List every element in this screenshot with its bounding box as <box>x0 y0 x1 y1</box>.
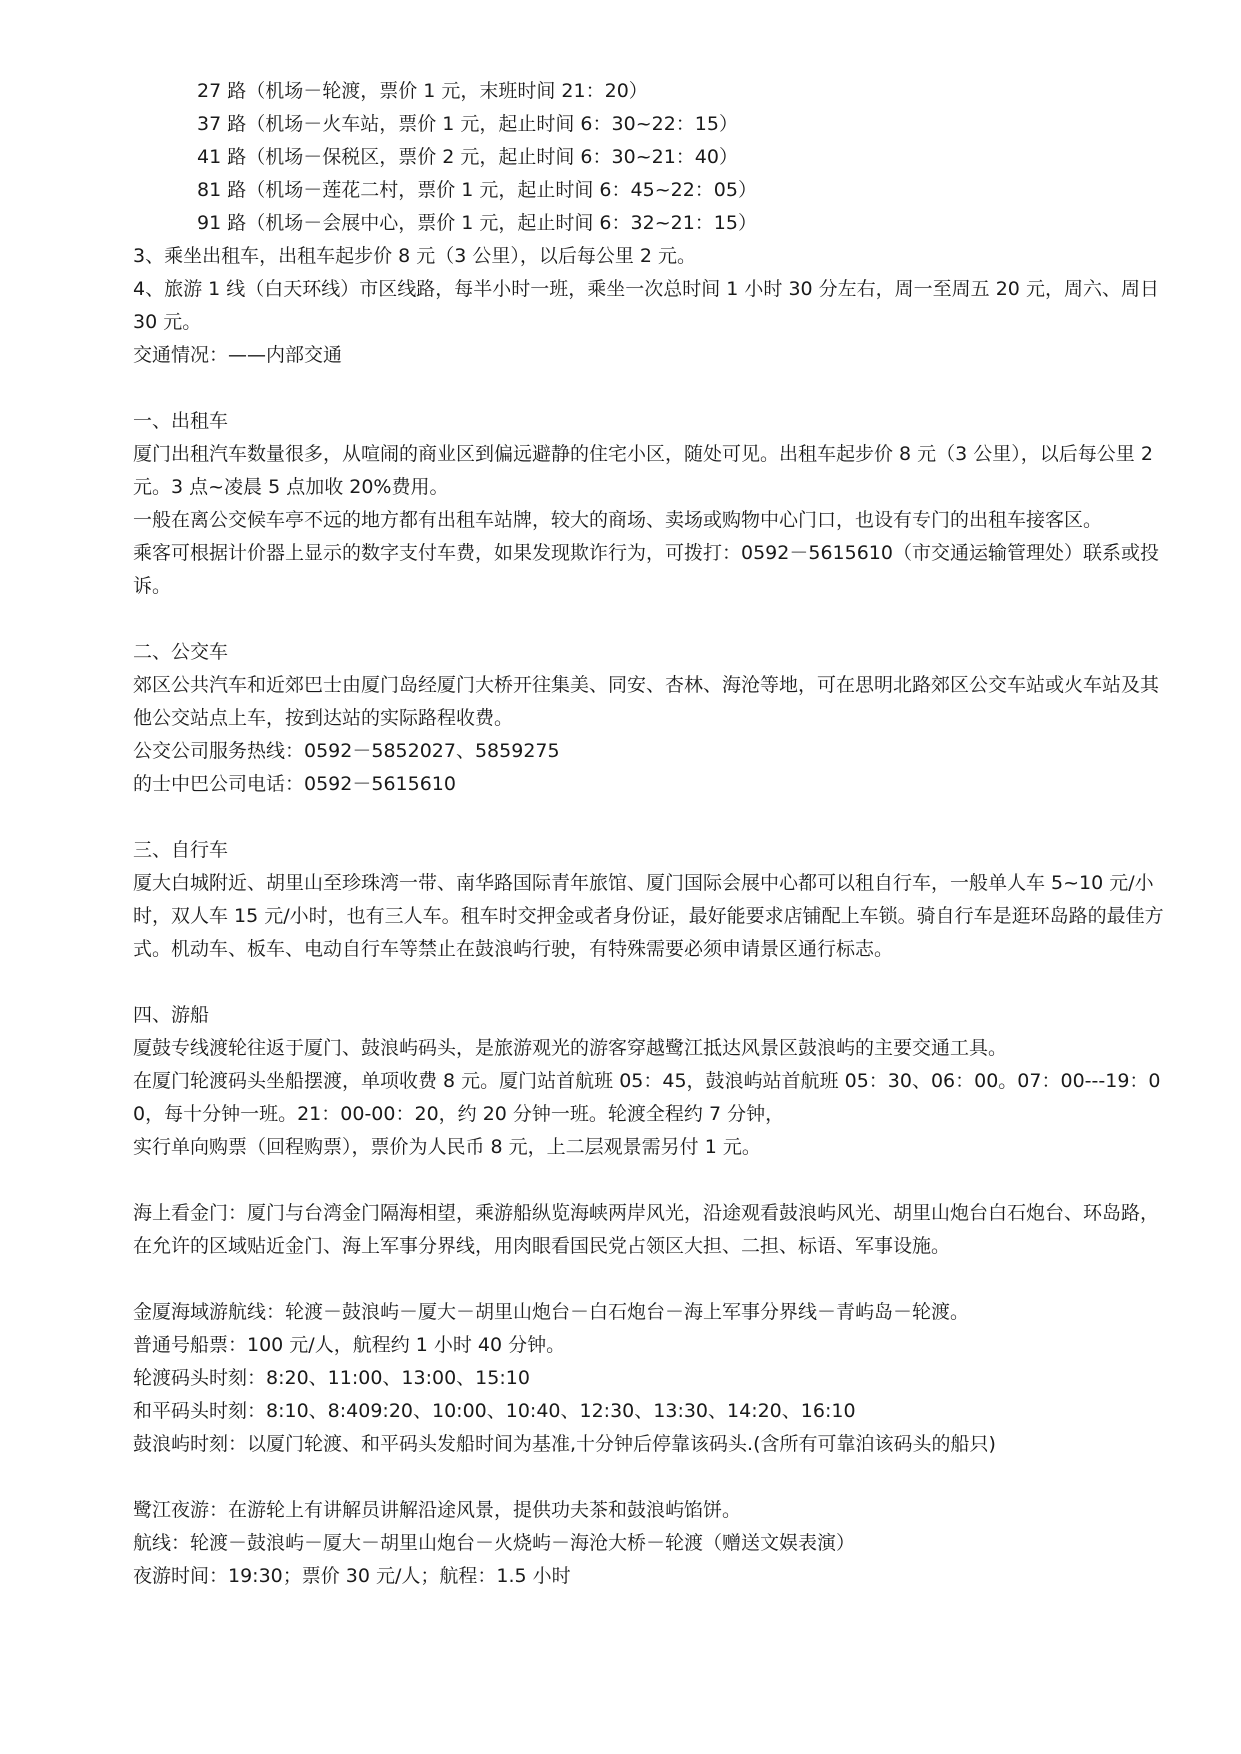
boat-paragraph-1: 厦鼓专线渡轮往返于厦门、鼓浪屿码头，是旅游观光的游客穿越鹭江抵达风景区鼓浪屿的主要交通工具。 <box>133 1037 1008 1059</box>
boat-paragraph-2: 在厦门轮渡码头坐船摆渡，单项收费 8 元。厦门站首航班 05：45，鼓浪屿站首航班 05：30、06：00。07：00---19：00，每十分钟一班。21：00-00：20，约 20 分钟一班。轮渡全程约 7 分钟， <box>133 1070 1161 1125</box>
bus-heading: 二、公交车 <box>133 641 229 663</box>
bus-route-81: 81 路（机场－莲花二村，票价 1 元，起止时间 6：45~22：05） <box>197 179 757 201</box>
ferry-pier-times: 轮渡码头时刻：8:20、11:00、13:00、15:10 <box>133 1367 530 1389</box>
taxi-note: 3、乘坐出租车，出租车起步价 8 元（3 公里），以后每公里 2 元。 <box>133 245 697 267</box>
internal-transport-heading: 交通情况：——内部交通 <box>133 344 343 366</box>
night-tour-route: 航线：轮渡－鼓浪屿－厦大－胡里山炮台－火烧屿－海沧大桥－轮渡（赠送文娱表演） <box>133 1532 856 1554</box>
spacer <box>133 1263 1173 1296</box>
minibus-phone: 的士中巴公司电话：0592－5615610 <box>133 773 456 795</box>
heping-pier-times: 和平码头时刻：8:10、8:409:20、10:00、10:40、12:30、13:30、14:20、16:10 <box>133 1400 856 1422</box>
spacer <box>133 1164 1173 1197</box>
spacer <box>133 372 1173 405</box>
document-page <box>133 75 1173 1593</box>
jinxia-ticket: 普通号船票：100 元/人，航程约 1 小时 40 分钟。 <box>133 1334 566 1356</box>
bus-route-91: 91 路（机场－会展中心，票价 1 元，起止时间 6：32~21：15） <box>197 212 757 234</box>
spacer <box>133 966 1173 999</box>
jinxia-route: 金厦海域游航线：轮渡－鼓浪屿－厦大－胡里山炮台－白石炮台－海上军事分界线－青屿岛－轮渡。 <box>133 1301 970 1323</box>
gulangyu-times: 鼓浪屿时刻：以厦门轮渡、和平码头发船时间为基准,十分钟后停靠该码头.(含所有可靠泊该码头的船只) <box>133 1433 996 1455</box>
spacer <box>133 603 1173 636</box>
spacer <box>133 1461 1173 1494</box>
bus-route-27: 27 路（机场－轮渡，票价 1 元，末班时间 21：20） <box>197 80 648 102</box>
taxi-paragraph-2: 一般在离公交候车亭不远的地方都有出租车站牌，较大的商场、卖场或购物中心门口，也设有专门的出租车接客区。 <box>133 509 1103 531</box>
taxi-paragraph-1: 厦门出租汽车数量很多，从喧闹的商业区到偏远避静的住宅小区，随处可见。出租车起步价 8 元（3 公里），以后每公里 2 元。3 点~凌晨 5 点加收 20%费用。 <box>133 443 1153 498</box>
kinmen-paragraph: 海上看金门：厦门与台湾金门隔海相望，乘游船纵览海峡两岸风光，沿途观看鼓浪屿风光、胡里山炮台白石炮台、环岛路，在允许的区域贴近金门、海上军事分界线，用肉眼看国民党占领区大担、二担、标语、军事设施。 <box>133 1202 1160 1257</box>
spacer <box>133 801 1173 834</box>
bus-route-37: 37 路（机场－火车站，票价 1 元，起止时间 6：30~22：15） <box>197 113 738 135</box>
bus-paragraph-1: 郊区公共汽车和近郊巴士由厦门岛经厦门大桥开往集美、同安、杏林、海沧等地，可在思明北路郊区公交车站或火车站及其他公交站点上车，按到达站的实际路程收费。 <box>133 674 1160 729</box>
bike-paragraph-1: 厦大白城附近、胡里山至珍珠湾一带、南华路国际青年旅馆、厦门国际会展中心都可以租自行车，一般单人车 5~10 元/小时，双人车 15 元/小时，也有三人车。租车时交押金或者身份证，最好能要求店铺配上车锁。骑自行车是逛环岛路的最佳方式。机动车、板车、电动自行车等禁止在鼓浪屿行驶，有特殊需要必须申请景区通行标志。 <box>133 872 1164 960</box>
night-tour-paragraph: 鹭江夜游：在游轮上有讲解员讲解沿途风景，提供功夫茶和鼓浪屿馅饼。 <box>133 1499 742 1521</box>
boat-heading: 四、游船 <box>133 1004 210 1026</box>
tour-line-note: 4、旅游 1 线（白天环线）市区线路，每半小时一班，乘坐一次总时间 1 小时 30 分左右，周一至周五 20 元，周六、周日 30 元。 <box>133 278 1159 333</box>
taxi-heading: 一、出租车 <box>133 410 229 432</box>
taxi-paragraph-3: 乘客可根据计价器上显示的数字支付车费，如果发现欺诈行为，可拨打：0592－5615610（市交通运输管理处）联系或投诉。 <box>133 542 1159 597</box>
bus-hotline: 公交公司服务热线：0592－5852027、5859275 <box>133 740 560 762</box>
night-tour-time: 夜游时间：19:30；票价 30 元/人；航程：1.5 小时 <box>133 1565 571 1587</box>
bike-heading: 三、自行车 <box>133 839 229 861</box>
boat-paragraph-3: 实行单向购票（回程购票），票价为人民币 8 元，上二层观景需另付 1 元。 <box>133 1136 761 1158</box>
bus-route-41: 41 路（机场－保税区，票价 2 元，起止时间 6：30~21：40） <box>197 146 738 168</box>
